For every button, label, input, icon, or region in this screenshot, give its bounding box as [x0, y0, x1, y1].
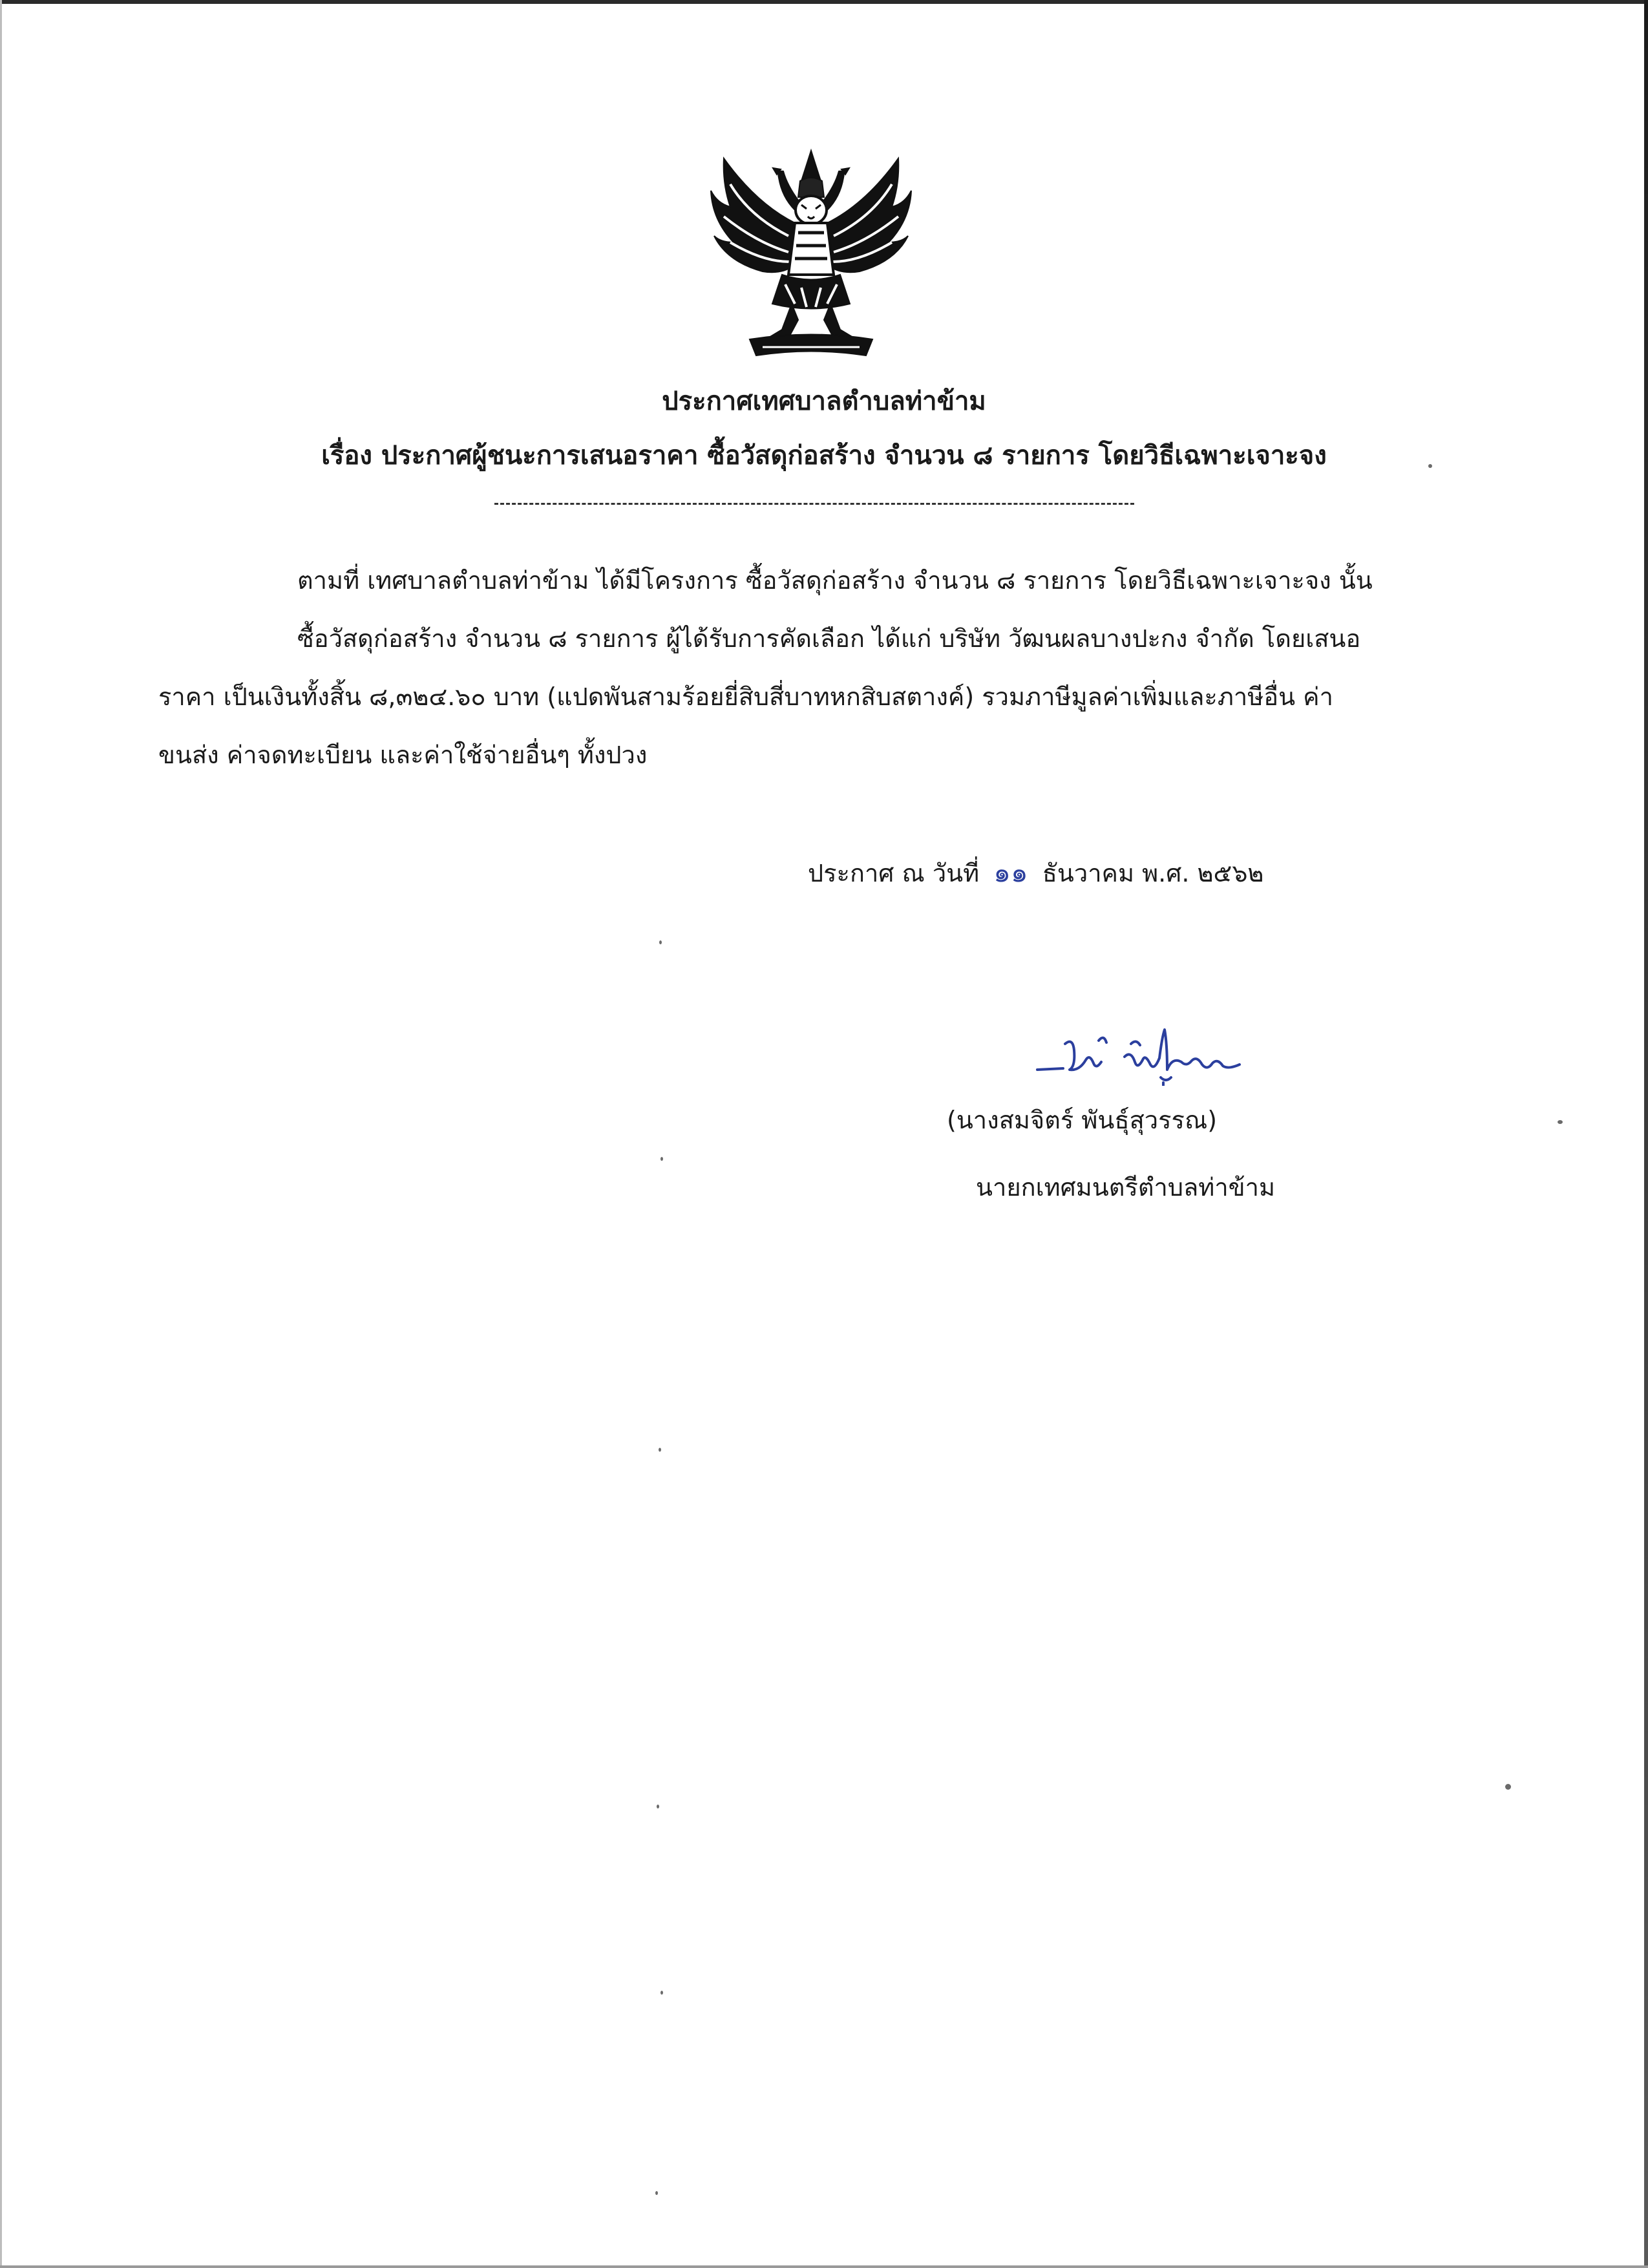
announcement-date	[808, 851, 1263, 894]
scan-speck	[1505, 1784, 1511, 1790]
scan-edge-bottom	[0, 2265, 1648, 2268]
dashed-divider	[494, 503, 1134, 505]
body-paragraph-line: ตามที่ เทศบาลตำบลท่าข้าม ได้มีโครงการ ซื้อวัสดุก่อสร้าง จำนวน ๘ รายการ โดยวิธีเฉพาะเจาะจง นั้น	[297, 566, 1373, 595]
scan-speck	[660, 1991, 663, 1995]
scan-speck	[657, 1805, 659, 1808]
date-month-year: ธันวาคม พ.ศ. ๒๕๖๒	[1042, 859, 1264, 887]
scan-speck	[1558, 1120, 1563, 1124]
scan-edge-left	[0, 0, 2, 2268]
scan-speck	[660, 1157, 663, 1161]
signatory-name: (นางสมจิตร์ พันธุ์สุวรรณ)	[947, 1106, 1218, 1134]
scan-edge-top	[0, 0, 1648, 4]
date-prefix: ประกาศ ณ วันที่	[808, 859, 980, 887]
scan-speck	[659, 1448, 661, 1452]
scan-speck	[1428, 464, 1432, 468]
announcement-subject: เรื่อง ประกาศผู้ชนะการเสนอราคา ซื้อวัสดุก่อสร้าง จำนวน ๘ รายการ โดยวิธีเฉพาะเจาะจง	[321, 441, 1327, 471]
scan-speck	[659, 940, 662, 944]
body-paragraph-line: ซื้อวัสดุก่อสร้าง จำนวน ๘ รายการ ผู้ได้รับการคัดเลือก ได้แก่ บริษัท วัฒนผลบางปะกง จำกัด โดยเสนอ	[297, 624, 1361, 653]
date-day-handwritten: ๑๑	[993, 856, 1028, 888]
scan-edge-right	[1644, 0, 1648, 2268]
body-paragraph-line: ราคา เป็นเงินทั้งสิ้น ๘,๓๒๔.๖๐ บาท (แปดพันสามร้อยยี่สิบสี่บาทหกสิบสตางค์) รวมภาษีมูลค่าเพิ่มและภาษีอื่น ค่า	[158, 683, 1333, 711]
garuda-emblem	[704, 145, 918, 365]
body-paragraph-line: ขนส่ง ค่าจดทะเบียน และค่าใช้จ่ายอื่นๆ ทั้งปวง	[158, 741, 648, 769]
scan-speck	[655, 2191, 658, 2195]
handwritten-signature	[1034, 1024, 1247, 1086]
signatory-position: นายกเทศมนตรีตำบลท่าข้าม	[976, 1173, 1276, 1202]
announcement-title: ประกาศเทศบาลตำบลท่าข้าม	[662, 387, 986, 416]
